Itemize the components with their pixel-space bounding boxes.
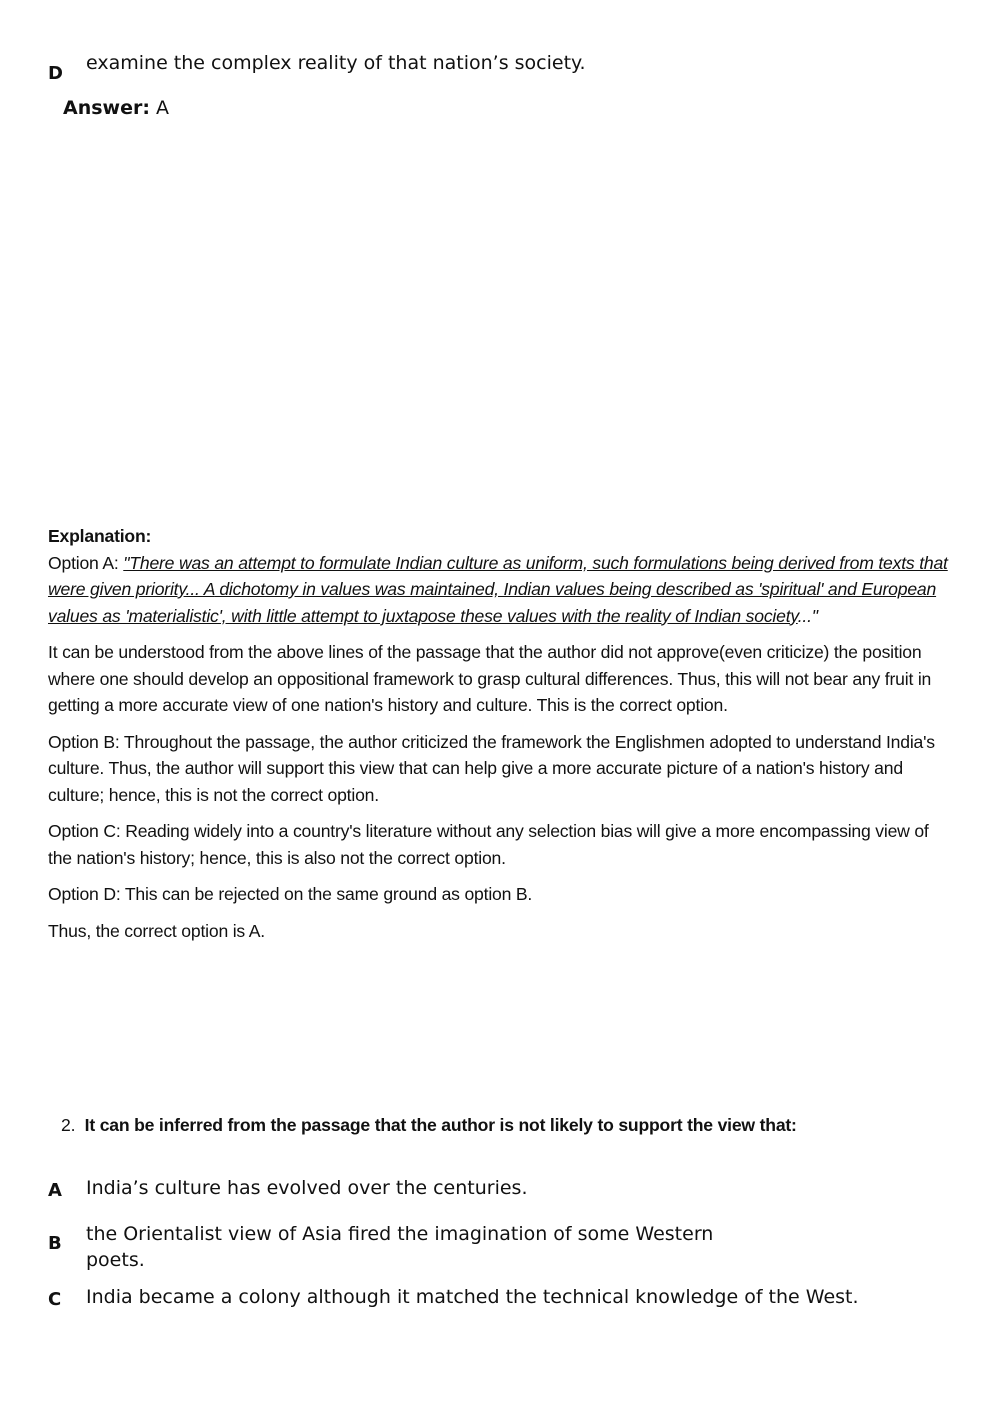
option-a-quote-underlined: dichotomy in values was maintained, Indian values being described as 'spiritual' and European values as 'materialistic', with little attempt to juxtapose these values with the reality of Indian society [48,579,937,626]
explanation-p4: Option D: This can be rejected on the same ground as option B. [48,884,533,904]
question-text: It can be inferred from the passage that the author is not likely to support the view that: [84,1115,797,1135]
option-a-text: India’s culture has evolved over the centuries. [86,1177,528,1199]
explanation-p3: Option C: Reading widely into a country's literature without any selection bias will give a more encompassing view of the nation's history; hence, this is also not the correct option. [48,821,929,868]
option-b-text: the Orientalist view of Asia fired the imagination of some Western poets. [86,1223,714,1271]
option-c-letter: C [48,1289,62,1310]
option-b-letter: B [48,1233,62,1254]
answer [63,97,169,119]
answer-label: Answer: [63,97,150,119]
explanation [48,523,953,954]
explanation-heading: Explanation: [48,526,152,546]
explanation-p5: Thus, the correct option is A. [48,920,265,941]
explanation-p1: It can be understood from the above lines of the passage that the author did not approve(even criticize) the position where one should develop an oppositional framework to grasp cultural differences. Thus, this will not bear any fruit in getting a more accurate view of one nation's history and culture. This is the correct option. [48,642,932,715]
option-d-text: examine the complex reality of that nation’s society. [86,52,586,74]
question-number: 2. [61,1115,76,1135]
answer-value: A [156,97,169,119]
option-d-letter: D [48,63,63,84]
option-a-prefix: Option A: [48,552,124,573]
option-a-letter: A [48,1180,62,1201]
question-2 [61,1115,797,1136]
option-a-quote-end: ..." [797,605,818,626]
explanation-p2: Option B: Throughout the passage, the author criticized the framework the Englishmen adopted to understand India's culture. Thus, the author will support this view that can help give a more accurate picture of a nation's history and culture; hence, this is not the correct option. [48,731,935,805]
option-a-quote-start: "There was an attempt to formulate Indian culture as uniform, such formulations being derived from texts that were given priority... A [48,552,948,599]
option-c-text: India became a colony although it matched the technical knowledge of the West. [86,1286,859,1308]
explanation-option-a [48,550,953,630]
